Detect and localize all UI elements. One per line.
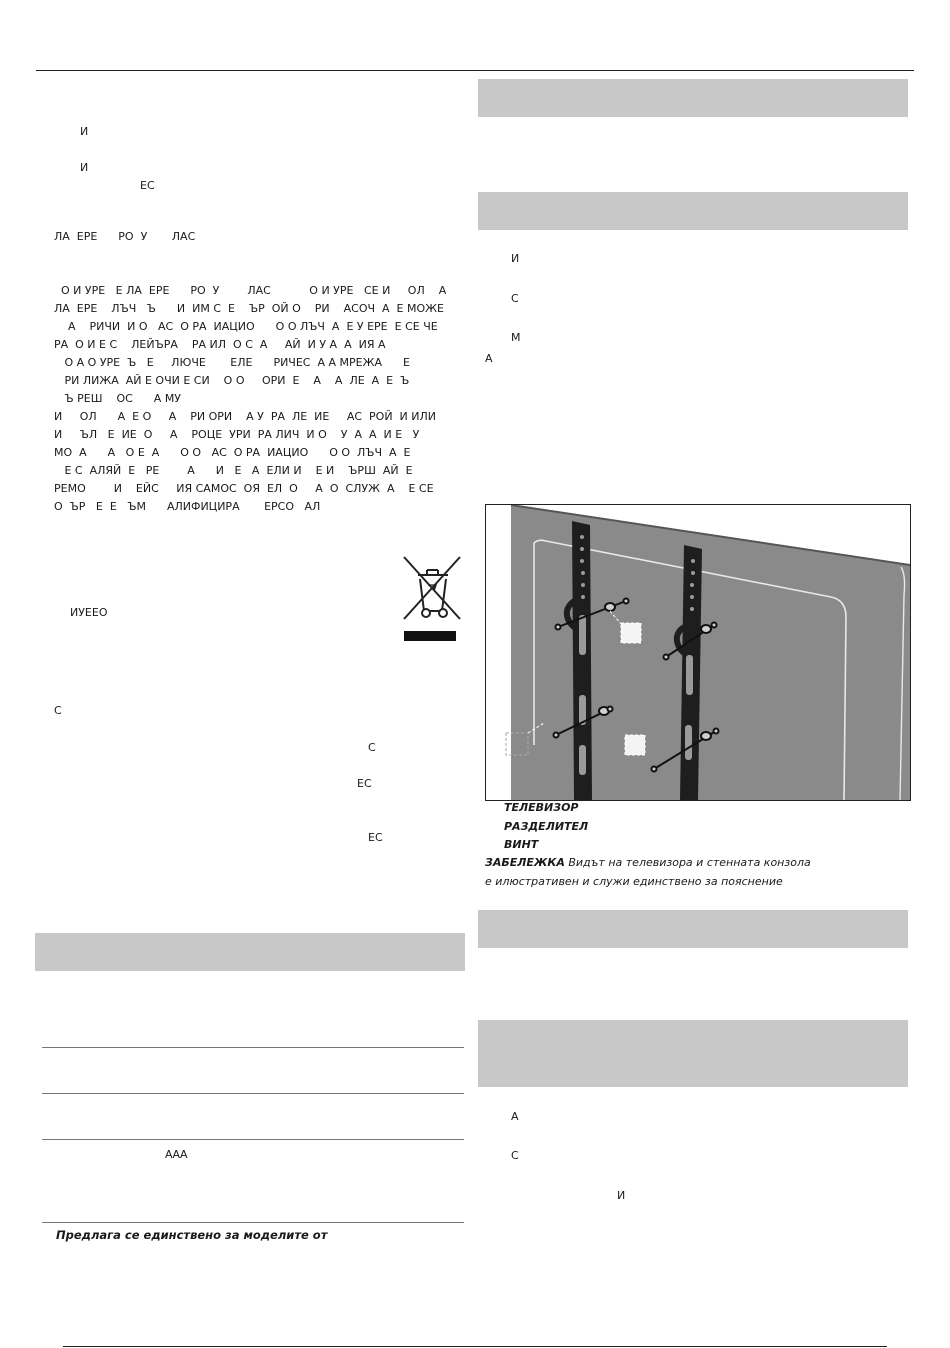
warning-line: О ЪР Е Е ЪМ АЛИФИЦИРА ЕРСО АЛ [54, 500, 321, 513]
warning-line: ЛА ЕРЕ ЛЪЧ Ъ И ИМ С Е ЪР ОЙ О РИ АСОЧ А Е МОЖЕ [54, 302, 444, 315]
header-rule [36, 70, 914, 71]
table-rule [42, 1139, 464, 1140]
warning-line: И ОЛ А Е О А РИ ОРИ А У РА ЛЕ ИЕ АС РОЙ И ИЛИ [54, 410, 437, 423]
compliance-fragment: ЕС [368, 831, 383, 844]
left-fragment-1: И [80, 125, 89, 138]
compliance-fragment: С [368, 741, 376, 754]
warning-line: РИ ЛИЖА АЙ Е ОЧИ Е СИ О О ОРИ Е А А ЛЕ А Е Ъ [54, 374, 410, 387]
warning-line: О А О УРЕ Ъ Е ЛЮЧЕ ЕЛЕ РИЧЕС А А МРЕЖА Е [54, 356, 410, 369]
right-fragment: И [511, 252, 520, 265]
right-section-header-bar [478, 1020, 908, 1087]
compliance-fragment: С [54, 704, 62, 717]
weee-label: ИУЕЕО [70, 606, 108, 619]
table-rule [42, 1222, 464, 1223]
right-fragment: С [511, 292, 519, 305]
model-note: Предлага се единствено за моделите от [56, 1228, 328, 1242]
warning-line: О И УРЕ Е ЛА ЕРЕ РО У ЛАС О И УРЕ СЕ И ОЛ А [54, 284, 447, 297]
warning-line: А РИЧИ И О АС О РА ИАЦИО О О ЛЪЧ А Е У ЕРЕ Е СЕ ЧЕ [54, 320, 438, 333]
table-cell: ААА [165, 1148, 188, 1161]
weee-crossed-bin-icon [400, 553, 462, 643]
table-rule [42, 1047, 464, 1048]
note-text-2: е илюстративен и служи единствено за пояснение [485, 875, 783, 888]
right-section-header-bar [478, 910, 908, 948]
tv-panel [511, 505, 910, 800]
legend-screw: ВИНТ [504, 838, 539, 851]
wall-mount-figure [485, 504, 911, 801]
right-fragment: И [617, 1189, 626, 1202]
legend-tv: ТЕЛЕВИЗОР [504, 801, 579, 814]
right-fragment: А [511, 1110, 519, 1123]
left-section-header-bar [35, 933, 465, 971]
warning-line: Е С АЛЯЙ Е РЕ А И Е А ЕЛИ И Е И ЪРШ АЙ Е [54, 464, 413, 477]
right-section-header-bar [478, 79, 908, 117]
right-fragment: М [511, 331, 521, 344]
right-section-header-bar [478, 192, 908, 230]
warning-line: РЕМО И ЕЙС ИЯ САМОС ОЯ ЕЛ О А О СЛУЖ А Е СЕ [54, 482, 434, 495]
right-fragment: А [485, 352, 493, 365]
warning-line: Ъ РЕШ ОС А МУ [54, 392, 182, 405]
left-fragment-2: И [80, 161, 89, 174]
left-fragment-ec: ЕС [140, 179, 155, 192]
left-heading-fragment: ЛА ЕРЕ РО У ЛАС [54, 230, 196, 243]
legend-spacer: РАЗДЕЛИТЕЛ [504, 820, 589, 833]
right-fragment: С [511, 1149, 519, 1162]
warning-line: МО А А О Е А О О АС О РА ИАЦИО О О ЛЪЧ А Е [54, 446, 411, 459]
compliance-fragment: ЕС [357, 777, 372, 790]
note-label: ЗАБЕЛЕЖКА [485, 856, 565, 869]
note-text: Видът на телевизора и стенната конзола [568, 856, 811, 869]
warning-line: И ЪЛ Е ИЕ О А РОЦЕ УРИ РА ЛИЧ И О У А А И Е У [54, 428, 420, 441]
figure-note [485, 856, 811, 869]
table-rule [42, 1093, 464, 1094]
footer-rule [63, 1346, 887, 1347]
warning-line: РА О И Е С ЛЕЙЪРА РА ИЛ О С А АЙ И У А А ИЯ А [54, 338, 386, 351]
